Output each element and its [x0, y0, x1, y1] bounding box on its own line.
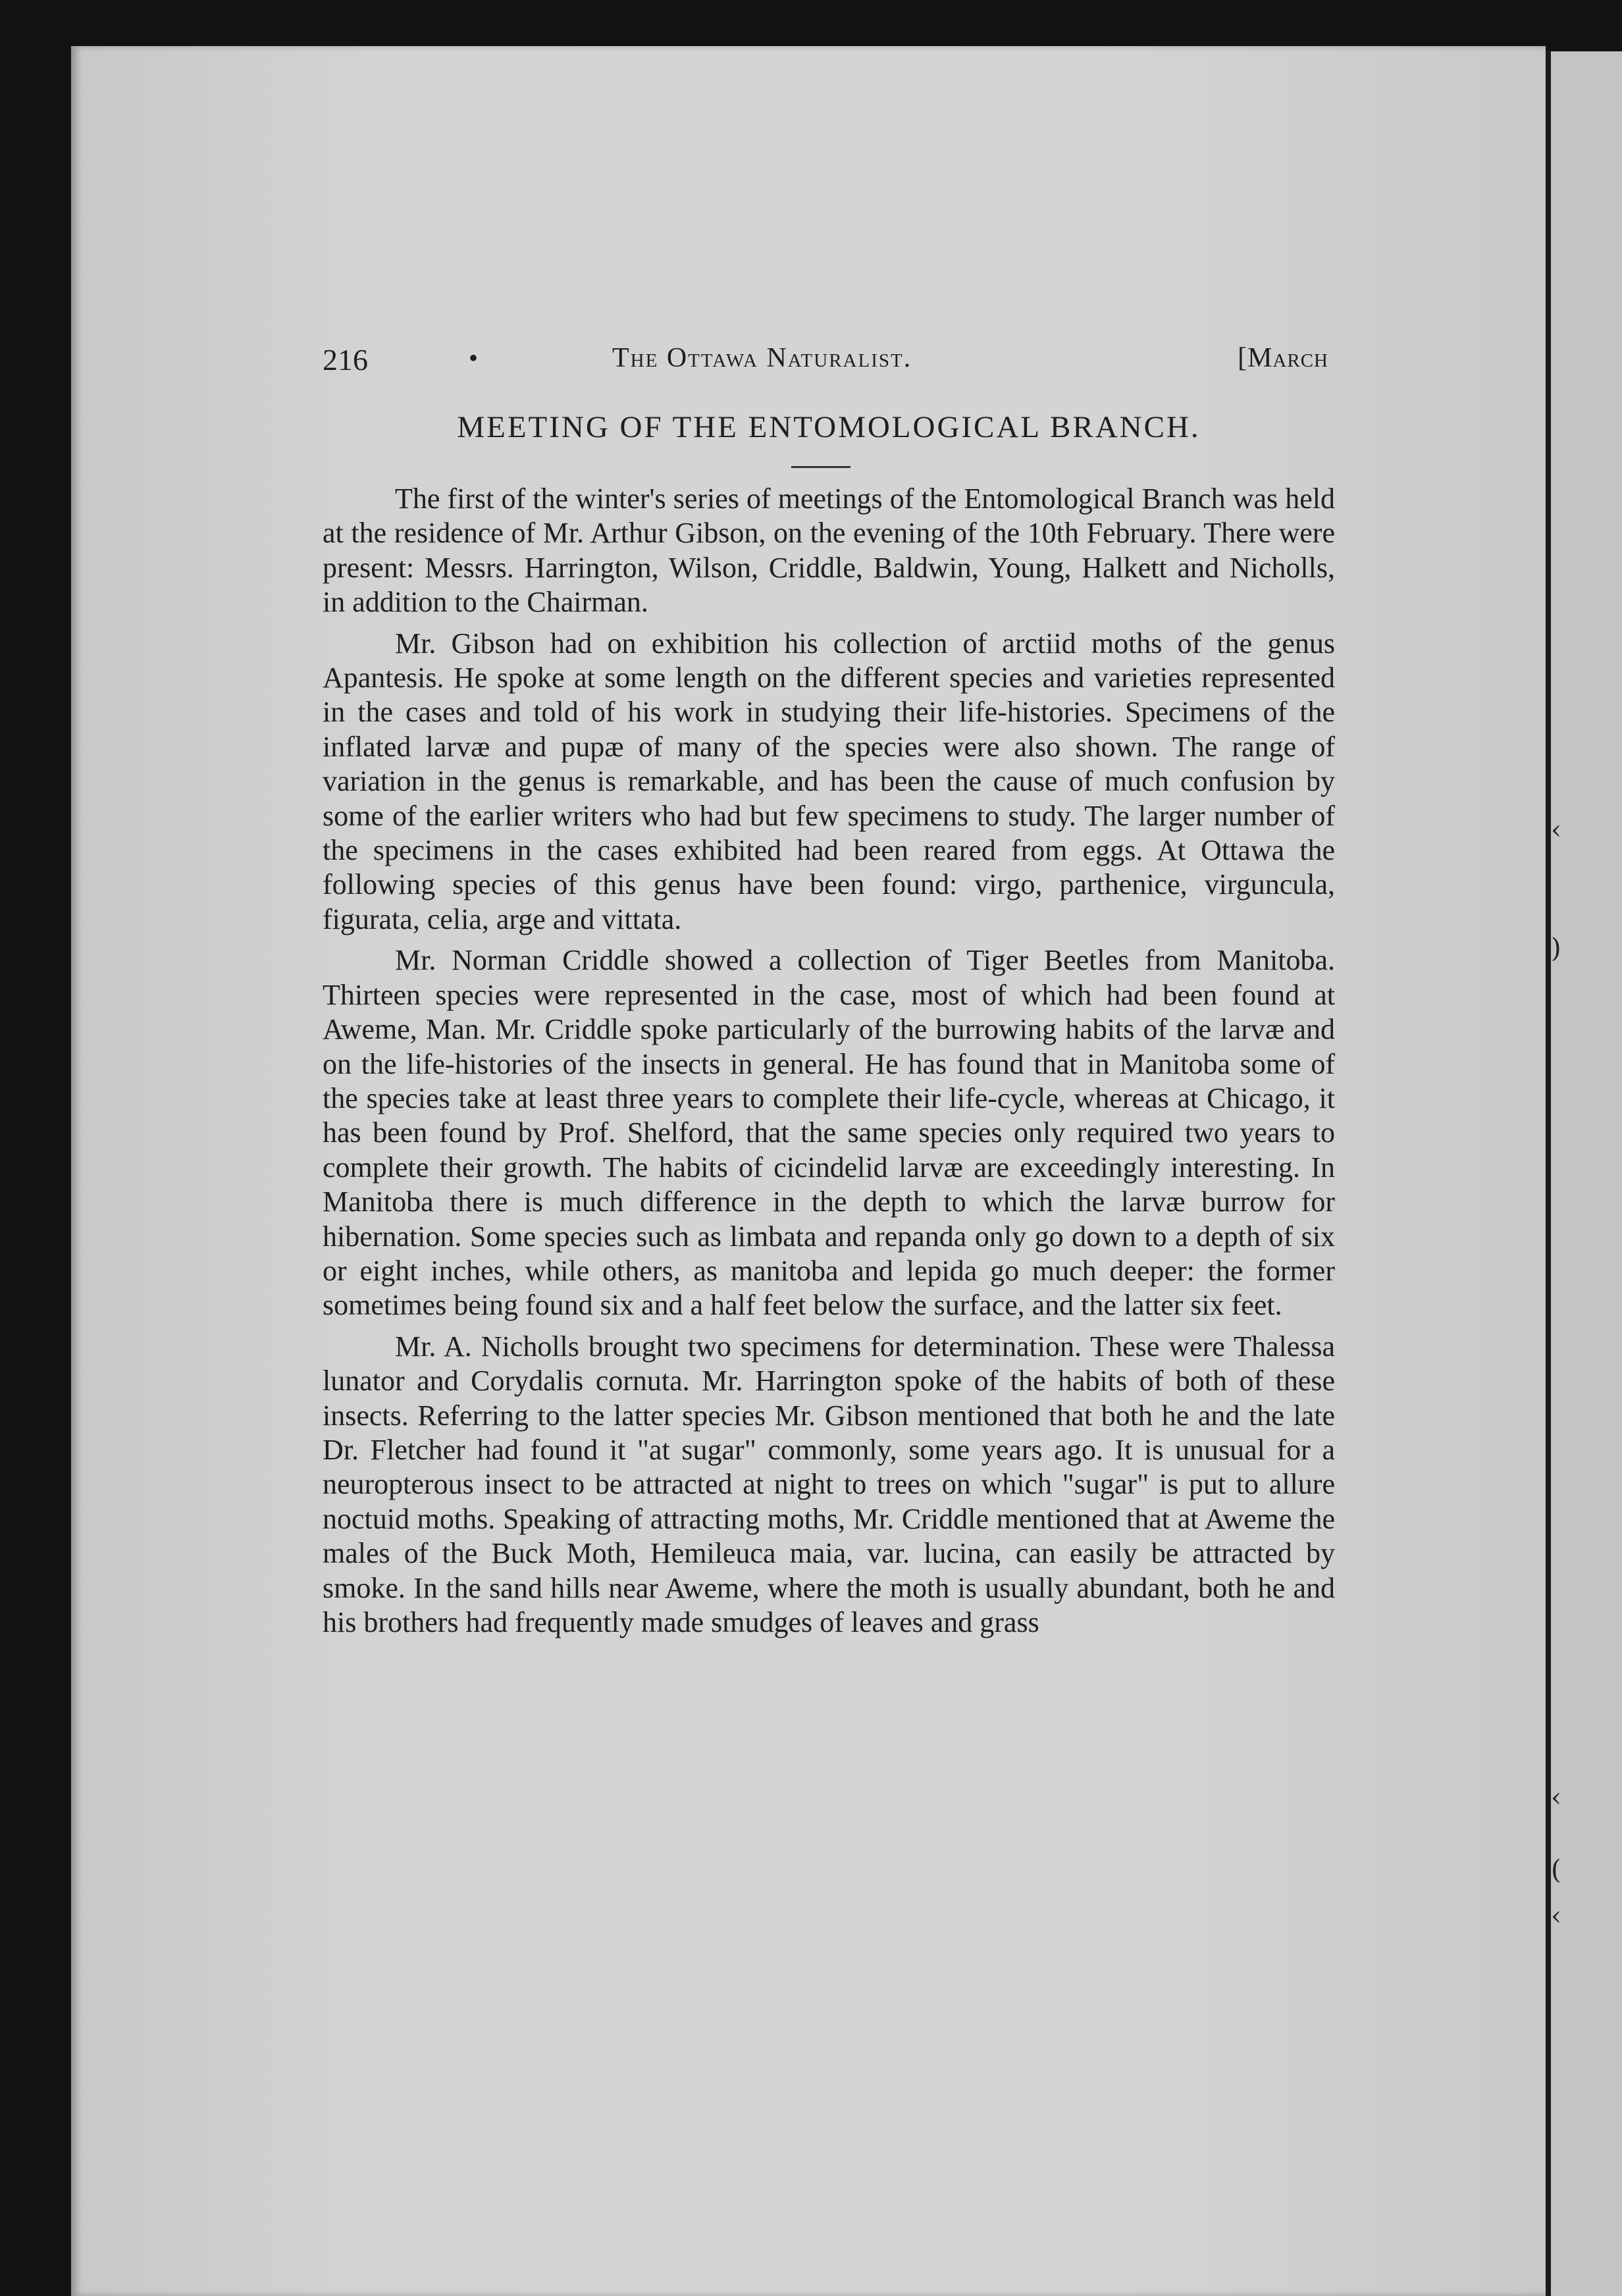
- margin-mark: ): [1551, 933, 1561, 964]
- adjacent-page-edge: [1546, 51, 1622, 2296]
- paragraph: Mr. Gibson had on exhibition his collection of arctiid moths of the genus Apantesis. He spoke at some length on the different species and varieties represented in the cases and told of his work in studying their life-histories. Specimens of the inflated larvæ and pupæ of many of the species were also shown. The range of variation in the genus is remarkable, and has been the cause of much confusion by some of the earlier writers who had but few specimens to study. The larger number of the specimens in the cases exhibited had been reared from eggs. At Ottawa the following species of this genus have been found: virgo, parthenice, virguncula, figurata, celia, arge and vittata.: [323, 627, 1335, 935]
- article-title: MEETING OF THE ENTOMOLOGICAL BRANCH.: [457, 410, 1201, 444]
- margin-mark: ‹: [1551, 1783, 1561, 1813]
- issue-month: [March: [1238, 343, 1328, 373]
- margin-mark: (: [1551, 1855, 1561, 1885]
- margin-mark: ‹: [1551, 815, 1561, 845]
- article-body: [323, 482, 1335, 1646]
- running-header: [323, 342, 1335, 382]
- title-rule: [791, 466, 850, 468]
- page-number: 216: [323, 343, 368, 377]
- paragraph: Mr. A. Nicholls brought two specimens for determination. These were Thalessa lunator and Corydalis cornuta. Mr. Harrington spoke of the habits of both of these insects. Referring to the latter species Mr. Gibson mentioned that both he and the late Dr. Fletcher had found it "at sugar" commonly, some years ago. It is unusual for a neuropterous insect to be attracted at night to trees on which "sugar" is put to allure noctuid moths. Speaking of attracting moths, Mr. Criddle mentioned that at Aweme the males of the Buck Moth, Hemileuca maia, var. lucina, can easily be attracted by smoke. In the sand hills near Aweme, where the moth is usually abundant, both he and his brothers had frequently made smudges of leaves and grass: [323, 1330, 1335, 1638]
- journal-title: The Ottawa Naturalist.: [612, 343, 912, 373]
- margin-mark: ‹: [1551, 1901, 1561, 1931]
- header-dot: •: [469, 343, 479, 373]
- paragraph: The first of the winter's series of meetings of the Entomological Branch was held at the residence of Mr. Arthur Gibson, on the evening of the 10th February. There were present: Messrs. Harrington, Wilson, Criddle, Baldwin, Young, Halkett and Nicholls, in addition to the Chairman.: [323, 483, 1335, 619]
- paragraph: Mr. Norman Criddle showed a collection of Tiger Beetles from Manitoba. Thirteen species were represented in the case, most of which had been found at Aweme, Man. Mr. Criddle spoke particularly of the burrowing habits of the larvæ and on the life-histories of the insects in general. He has found that in Manitoba some of the species take at least three years to complete their life-cycle, whereas at Chicago, it has been found by Prof. Shelford, that the same species only required two years to complete their growth. The habits of cicindelid larvæ are exceedingly interesting. In Manitoba there is much difference in the depth to which the larvæ burrow for hibernation. Some species such as limbata and repanda only go down to a depth of six or eight inches, while others, as manitoba and lepida go much deeper: the former sometimes being found six and a half feet below the surface, and the latter six feet.: [323, 944, 1335, 1322]
